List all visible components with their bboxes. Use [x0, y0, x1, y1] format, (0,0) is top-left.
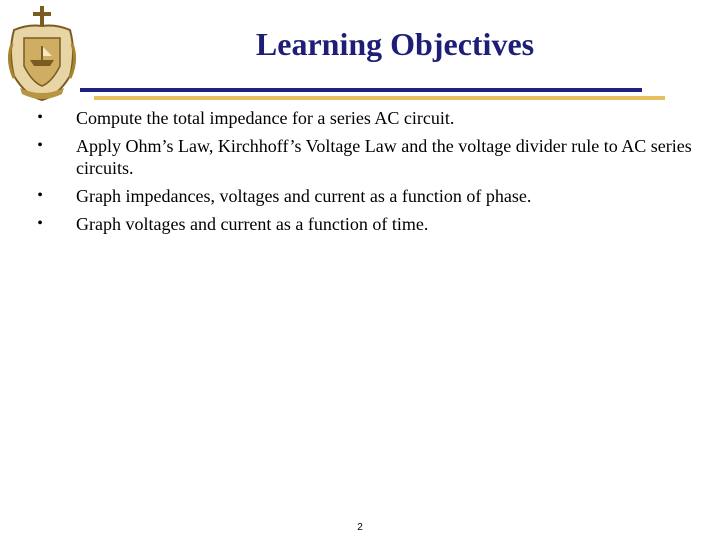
list-item — [32, 213, 702, 235]
bullet-icon: • — [37, 215, 43, 232]
objectives-list — [32, 107, 702, 241]
page-title: Learning Objectives — [255, 26, 535, 62]
page-number: 2 — [357, 522, 363, 533]
list-item — [32, 135, 702, 179]
bullet-icon: • — [37, 109, 43, 126]
list-item-text: Compute the total impedance for a series AC circuit. — [76, 108, 455, 128]
list-item — [32, 107, 702, 129]
title-rule-navy — [80, 88, 642, 92]
list-item-text: Graph voltages and current as a function of time. — [76, 214, 429, 234]
list-item-text: Graph impedances, voltages and current as a function of phase. — [76, 186, 532, 206]
list-item — [32, 185, 702, 207]
list-item-text: Apply Ohm’s Law, Kirchhoff’s Voltage Law and the voltage divider rule to AC series circuits. — [76, 136, 692, 178]
bullet-icon: • — [37, 137, 43, 154]
naval-academy-seal-icon — [6, 4, 78, 104]
title-rule-gold — [94, 96, 665, 100]
bullet-icon: • — [37, 187, 43, 204]
